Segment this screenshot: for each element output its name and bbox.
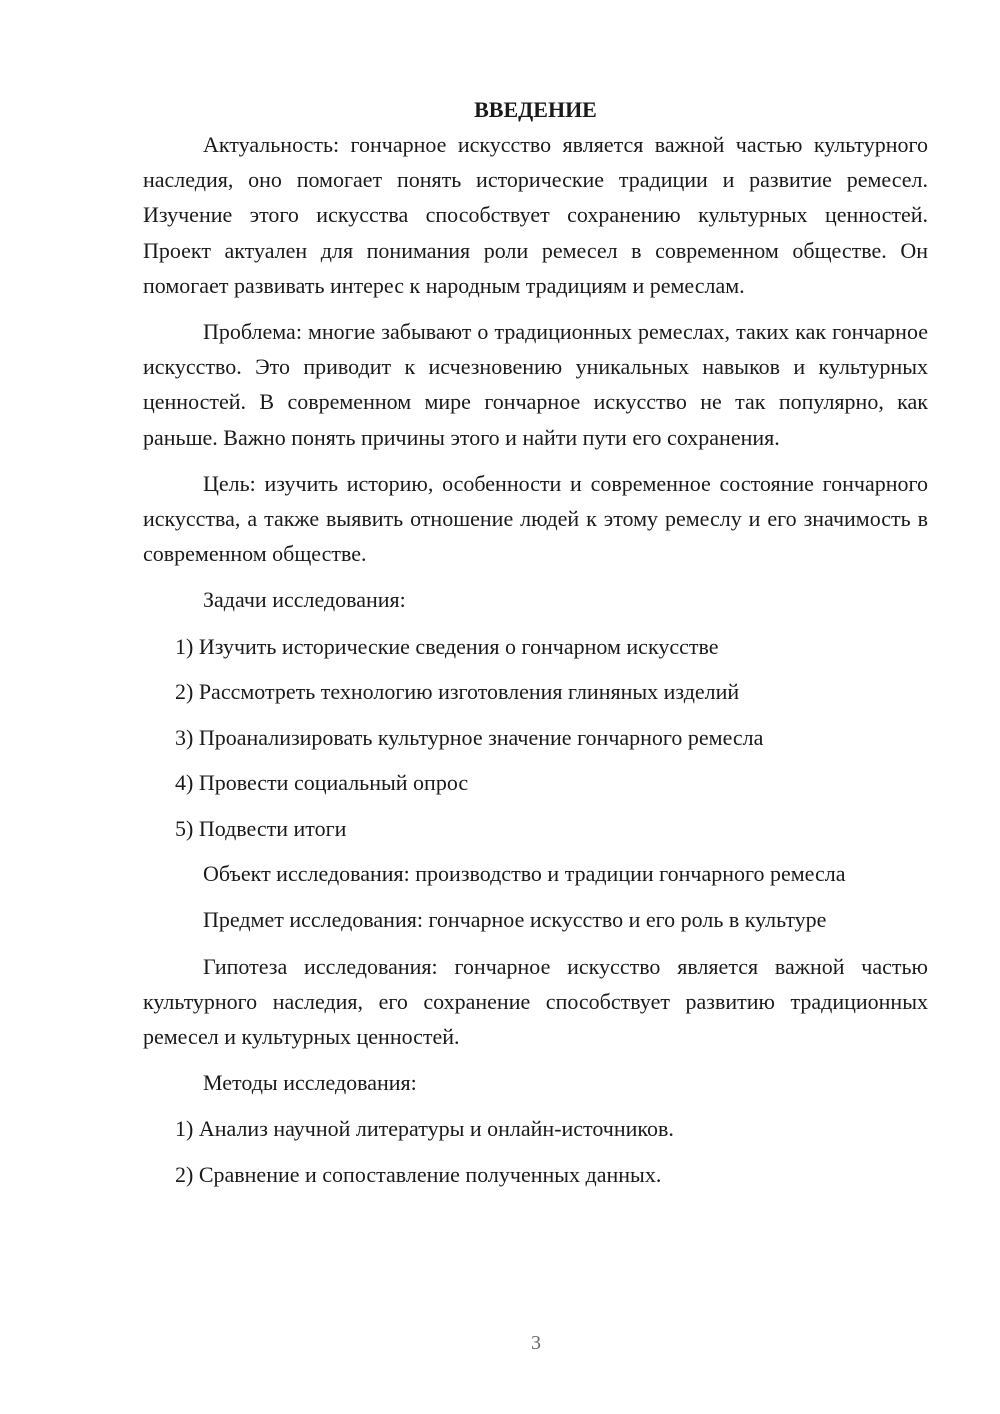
methods-title: Методы исследования: xyxy=(203,1070,417,1096)
problem-paragraph: Проблема: многие забывают о традиционных ремеслах, таких как гончарное искусство. Это приводит к исчезновению уникальных навыков и культурных ценностей. В современном мире гончарное искусство не так популярно, как раньше. Важно понять причины этого и найти пути его сохранения. xyxy=(143,319,928,450)
document-page xyxy=(143,92,928,1202)
tasks-title: Задачи исследования: xyxy=(203,587,406,613)
task-item: 4) Провести социальный опрос xyxy=(175,770,469,796)
page-title: ВВЕДЕНИЕ xyxy=(474,97,597,122)
task-item: 2) Рассмотреть технологию изготовления глиняных изделий xyxy=(175,679,740,705)
goal-paragraph: Цель: изучить историю, особенности и современное состояние гончарного искусства, а также выявить отношение людей к этому ремеслу и его значимость в современном обществе. xyxy=(143,470,928,567)
hypothesis-paragraph: Гипотеза исследования: гончарное искусство является важной частью культурного наследия, его сохранение способствует развитию традиционных ремесел и культурных ценностей. xyxy=(143,953,928,1049)
method-item: 2) Сравнение и сопоставление полученных данных. xyxy=(175,1161,662,1187)
method-item: 1) Анализ научной литературы и онлайн-источников. xyxy=(175,1116,674,1142)
object-paragraph: Объект исследования: производство и традиции гончарного ремесла xyxy=(203,861,846,887)
subject-paragraph: Предмет исследования: гончарное искусство и его роль в культуре xyxy=(203,907,827,933)
relevance-paragraph: Актуальность: гончарное искусство является важной частью культурного наследия, оно помогает понять исторические традиции и развитие ремесел. Изучение этого искусства способствует сохранению культурных ценностей. Проект актуален для понимания роли ремесел в современном обществе. Он помогает развивать интерес к народным традициям и ремеслам. xyxy=(143,132,928,298)
task-item: 1) Изучить исторические сведения о гончарном искусстве xyxy=(175,633,719,659)
task-item: 3) Проанализировать культурное значение гончарного ремесла xyxy=(175,724,764,750)
page-number: 3 xyxy=(531,1332,541,1354)
task-item: 5) Подвести итоги xyxy=(175,815,347,841)
